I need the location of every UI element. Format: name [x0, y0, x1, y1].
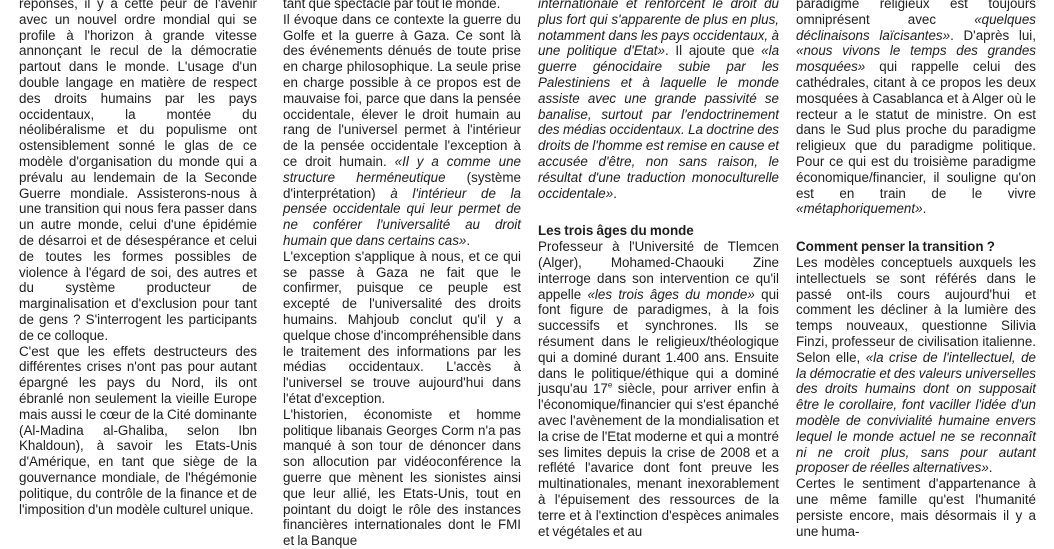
paragraph: L'historien, économiste et homme politique libanais Georges Corm n'a pas manqué à son tour de dénoncer dans son allocution par vidéoconférence la guerre que mènent les sionistes ainsi que leur allié, les Etats-Unis, tout en pointant du doigt le rôle des instances financières internationales dont le FMI et la Banque	[283, 406, 521, 549]
paragraph-text: paradigme religieux est toujours omniprésent avec	[796, 0, 1036, 27]
paragraph-text: Les modèles conceptuels auxquels les intellectuels se sont référés dans le passé ont-ils cours aujourd'hui et comment les décliner à la lumière des temps nouveaux, questionne Silivia Finzi, professeur de civilisation italienne. Selon elle,	[796, 254, 1036, 365]
article-column-2	[283, 0, 521, 549]
paragraph: réponses, il y a cette peur de l'avenir avec un nouvel ordre mondial qui se profile à l'horizon à grande vitesse annonçant le recul de la démocratie partout dans le monde. L'usage d'un double langage en matière de respect des droits humains par les pays occidentaux, la montée du néolibéralisme et du populisme ont ostensiblement sonné le glas de ce modèle d'organisation du monde qui a prévalu au lendemain de la Seconde Guerre mondiale. Assisterons-nous à une transition qui nous fera passer dans un autre monde, celui d'une épidémie de désarroi et de désespérance et celui de toutes les formes possibles de violence à l'égard de soi, des autres et du système producteur de marginalisation et d'exclusion pour tant de gens ? S'interrogent les participants de ce colloque.	[19, 0, 257, 343]
paragraph: Certes le sentiment d'appartenance à une même famille qu'est l'humanité persiste encore, mais désormais il y a une huma-	[796, 476, 1036, 539]
paragraph-text: .	[466, 232, 471, 248]
quote: à l'intérieur de la pensée occidentale qui leur permet de ne conférer l'universalité au droit humain que dans certains cas»	[283, 185, 521, 248]
paragraph	[538, 0, 779, 201]
paragraph-text: . Il ajoute que	[664, 43, 762, 59]
quote: «métaphoriquement»	[796, 201, 923, 217]
paragraph	[538, 239, 779, 539]
section-gap	[796, 217, 1036, 231]
quote: «les trois âges du monde»	[587, 286, 755, 302]
paragraph: C'est que les effets destructeurs des différentes crises n'ont pas pour autant épargné les pays du Nord, ils ont ébranlé non seulement la vieille Europe mais aussi le cœur de la Cité dominante (Al-Madina al-Ghaliba, selon Ibn Khaldoun), à savoir les Etats-Unis d'Amérique, en tant que siège de la gouvernance mondiale, de l'hégémonie politique, du contrôle de la finance et de l'imposition d'un modèle culturel unique.	[19, 343, 257, 517]
quote: «Il y a comme une structure herméneutique	[283, 153, 521, 185]
paragraph-text: qui rappelle celui des cathédrales, citant à ce propos les deux mosquées à Casablanca et à Alger où le recteur a le statut de ministre. On est dans le Sud plus proche du paradigme religieux que du paradigme politique. Pour ce qui est du troisième paradigme économique/financier, il souligne qu'on est en train de le vivre	[796, 59, 1036, 201]
quote: internationale et renforcent le droit du plus fort qui s'apparente de plus en plus, notamment dans les pays occidentaux, à une politique d'Etat»	[538, 0, 779, 59]
paragraph-text: . D'après lui,	[950, 27, 1036, 43]
superscript: e	[607, 380, 613, 390]
paragraph	[796, 0, 1036, 217]
paragraph-text: .	[613, 185, 617, 201]
paragraph-text: .	[922, 201, 927, 217]
paragraph	[796, 255, 1036, 476]
paragraph: tant que spectacle par tout le monde.	[283, 0, 501, 11]
paragraph-text: Il évoque dans ce contexte la guerre du Golfe et la guerre à Gaza. Ce sont là des événements dénués de toute prise en charge philosophique. La seule prise en charge possible à ce propos est de mauvaise foi, parce que dans la pensée occidentale, élever le droit humain au rang de l'universel permet à l'intérieur de la pensée occidentale l'exception à ce droit humain.	[283, 11, 521, 169]
paragraph-text: Professeur à l'Université de Tlemcen (Alger), Mohamed-Chaouki Zine interroge dans son intervention ce qu'il appelle	[538, 239, 779, 302]
article-column-3	[538, 0, 780, 539]
section-gap	[538, 201, 779, 215]
paragraph: L'exception s'applique à nous, et ce qui se passe à Gaza ne fait que le confirmer, puisque ce peuple est excepté de l'universalité des droits humains. Mahjoub conclut qu'il y a quelque chose d'incompréhensible dans le traitement des informations par les médias occidentaux. L'accès à l'universel se trouve aujourd'hui dans l'état d'exception.	[283, 248, 521, 406]
article-column-1	[19, 0, 257, 517]
section-heading: Les trois âges du monde	[538, 223, 694, 239]
paragraph-text: siècle, pour arriver enfin à l'économique/financier qui s'est épanché avec l'avènement de la mondialisation et la crise de l'Etat moderne et qui a montré ses limites depuis la crise de 2008 et a reflété l'avarice dont font preuve les multinationales, menant inexorablement à l'épuisement des ressources de la terre et à l'extinction d'espèces animales et végétales et au	[538, 381, 779, 539]
quote: «la crise de l'intellectuel, de la démocratie et des valeurs universelles des droits humains dont on supposait être le corollaire, font vaciller l'idée d'un modèle de convivialité humaine envers lequel le monde actuel ne se reconnaît ni ne croit plus, sans pour autant proposer de réelles alternatives»	[796, 349, 1036, 476]
quote: «la guerre génocidaire subie par les Palestiniens et à laquelle le monde assiste avec une grande passivité se banalise, surtout par l'endoctrinement des médias occidentaux. La doctrine des droits de l'homme est remise en cause et accusée d'être, non sans raison, le résultat d'une traduction monoculturelle occidentale»	[538, 43, 780, 201]
paragraph	[283, 12, 521, 249]
quote: «quelques déclinaisons laïcisantes»	[796, 11, 1036, 43]
paragraph-text: (système d'interprétation)	[283, 169, 521, 201]
article-column-4	[796, 0, 1036, 539]
quote: «nous vivons le temps des grandes mosquées»	[796, 43, 1036, 75]
paragraph-text: qui font figure de paradigmes, à la fois successifs et synchrones. Ils se résument dans le religieux/théologique qui a dominé durant 1.400 ans. Ensuite dans le politique/éthique qui a dominé jusqu'au 17	[538, 286, 779, 397]
section-heading: Comment penser la transition ?	[796, 239, 995, 255]
paragraph-text: .	[988, 460, 993, 476]
